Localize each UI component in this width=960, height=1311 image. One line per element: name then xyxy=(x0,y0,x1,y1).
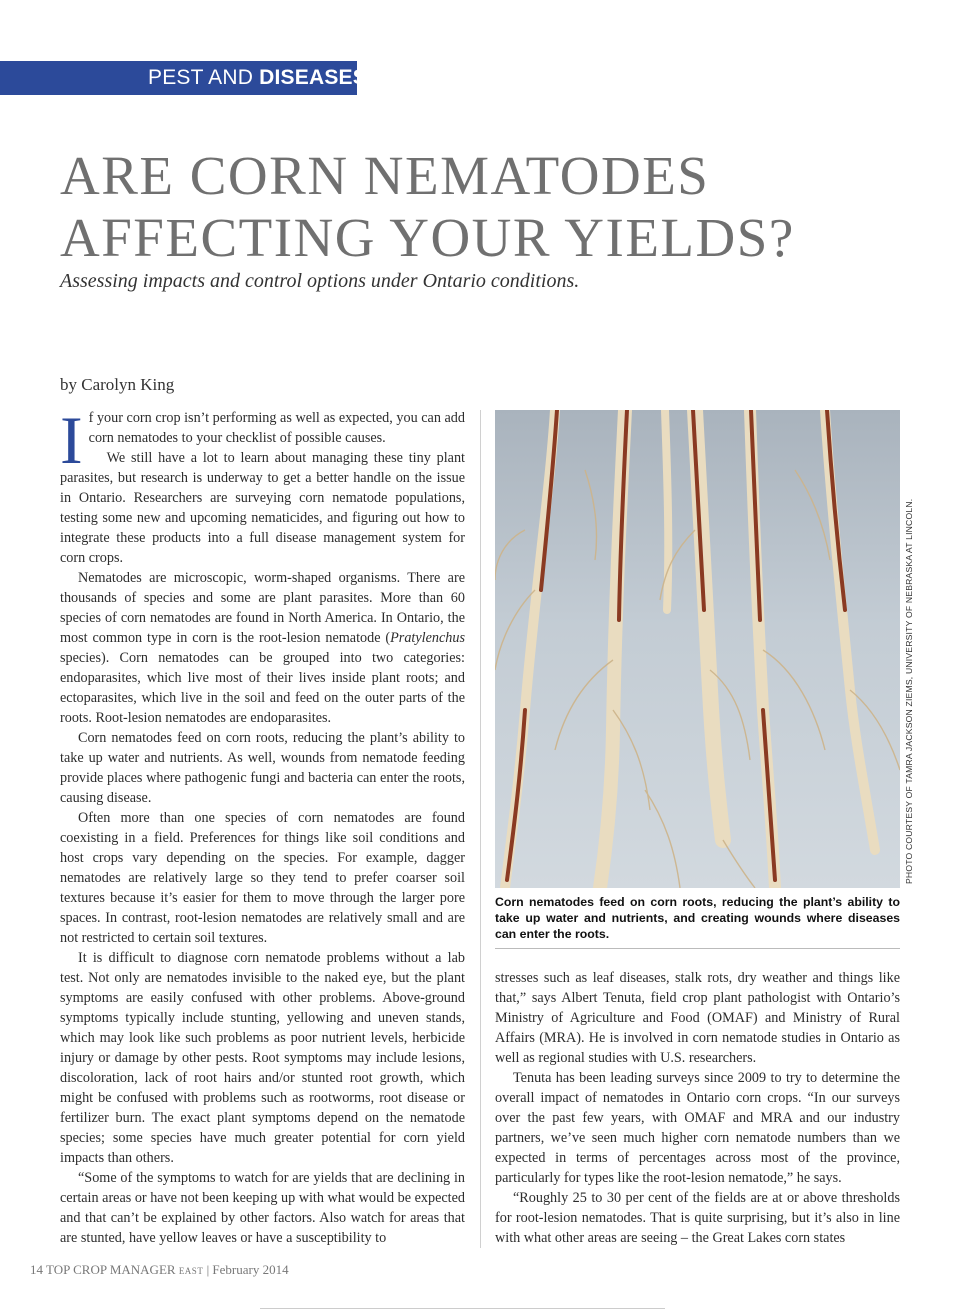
paragraph: Tenuta has been leading surveys since 2009 to try to determine the overall impact of nematodes in Ontario corn crops. “In our surveys over the past few years, with OMAF and MRA and our industry partners, we’ve seen much higher corn nematode numbers than we expected in terms of percentages across most of the province, particularly for types like the root-lesion nematode,” he says. xyxy=(495,1070,900,1186)
section-bold: DISEASES xyxy=(259,66,367,89)
byline: by Carolyn King xyxy=(60,375,175,394)
paragraph: If your corn crop isn’t performing as well as expected, you can add corn nematodes to your checklist of possible causes. xyxy=(60,402,465,478)
paragraph: Corn nematodes feed on corn roots, reducing the plant’s ability to take up water and nutrients. As well, wounds from nematode feeding provide places where pathogenic fungi and bacteria can enter the roots, causing disease. xyxy=(60,730,465,806)
magazine-name: TOP CROP MANAGER xyxy=(46,1262,176,1277)
deck: Assessing impacts and control options under Ontario conditions. xyxy=(60,270,580,292)
right-column xyxy=(495,968,900,1248)
edition: EAST xyxy=(178,1266,204,1276)
column-divider xyxy=(480,410,481,1248)
photo-caption: Corn nematodes feed on corn roots, reducing the plant’s ability to take up water and nutrients, and creating wounds where diseases can enter the roots. xyxy=(495,895,900,941)
paragraph: “Roughly 25 to 30 per cent of the fields are at or above thresholds for root-lesion nematodes. That is quite surprising, but it’s also in line with what other areas are seeing – the Great Lakes corn states xyxy=(495,1190,900,1246)
caption-rule xyxy=(495,948,900,949)
photo-credit: PHOTO COURTESY OF TAMRA JACKSON ZIEMS, UNIVERSITY OF NEBRASKA AT LINCOLN. xyxy=(904,498,914,884)
section-banner xyxy=(0,61,367,95)
headline: ARE CORN NEMATODES AFFECTING YOUR YIELDS? xyxy=(60,145,795,268)
roots-illustration xyxy=(495,410,900,888)
paragraph: It is difficult to diagnose corn nematode problems without a lab test. Not only are nematodes invisible to the naked eye, but the plant symptoms are easily confused with other problems. Above-ground symptoms typically include stunting, yellowing and uneven stands, which may look like such problems as poor nutrient levels, herbicide injury or damage by other pests. Root symptoms may include lesions, discoloration, lack of root hairs and/or stunted root growth, which might be confused with problems such as rootworms, root disease or fertilizer burn. The exact plant symptoms depend on the nematode species; some species have much greater potential for corn yield impacts than others. xyxy=(60,950,465,1166)
dropcap: I xyxy=(60,402,83,478)
footer-rule xyxy=(260,1308,665,1309)
page-number: 14 xyxy=(30,1262,43,1277)
left-column xyxy=(60,402,465,1248)
paragraph: We still have a lot to learn about managing these tiny plant parasites, but research is underway to get a better handle on the issue in Ontario. Researchers are surveying corn nematode populations, testing some new and upcoming nematicides, and figuring out how to integrate these products into a full disease management system for corn crops. xyxy=(60,450,465,566)
paragraph: “Some of the symptoms to watch for are yields that are declining in certain areas or have not been keeping up with what would be expected and that can’t be explained by other factors. Also watch for areas that are stunted, have yellow leaves or have a susceptibility to xyxy=(60,1170,465,1246)
page-footer xyxy=(30,1262,289,1278)
paragraph: Nematodes are microscopic, worm-shaped organisms. There are thousands of species and some are plant parasites. More than 60 species of corn nematodes are found in North America. In Ontario, the most common type in corn is the root-lesion nematode (Pratylenchus species). Corn nematodes can be grouped into two categories: endoparasites, which live most of their lives inside plant roots; and ectoparasites, which live in the soil and feed on the outer parts of the roots. Root-lesion nematodes are endoparasites. xyxy=(60,570,465,726)
section-prefix: PEST AND xyxy=(148,66,254,89)
paragraph: Often more than one species of corn nematodes are found coexisting in a field. Preferences for things like soil conditions and host crops vary depending on the species. For example, dagger nematodes are relatively large so they tend to prefer coarser soil textures because it’s easier for them to move through the larger pore spaces. In contrast, root-lesion nematodes are relatively small and are not restricted to certain soil textures. xyxy=(60,810,465,946)
issue-date: February 2014 xyxy=(212,1262,289,1277)
paragraph: stresses such as leaf diseases, stalk rots, dry weather and things like that,” says Albert Tenuta, field crop plant pathologist with Ontario’s Ministry of Agriculture and Food (OMAF) and Ministry of Rural Affairs (MRA). He is involved in corn nematode studies in Ontario as well as regional studies with U.S. researchers. xyxy=(495,970,900,1066)
corn-roots-photo xyxy=(495,410,900,888)
footer-separator: | xyxy=(206,1262,210,1277)
